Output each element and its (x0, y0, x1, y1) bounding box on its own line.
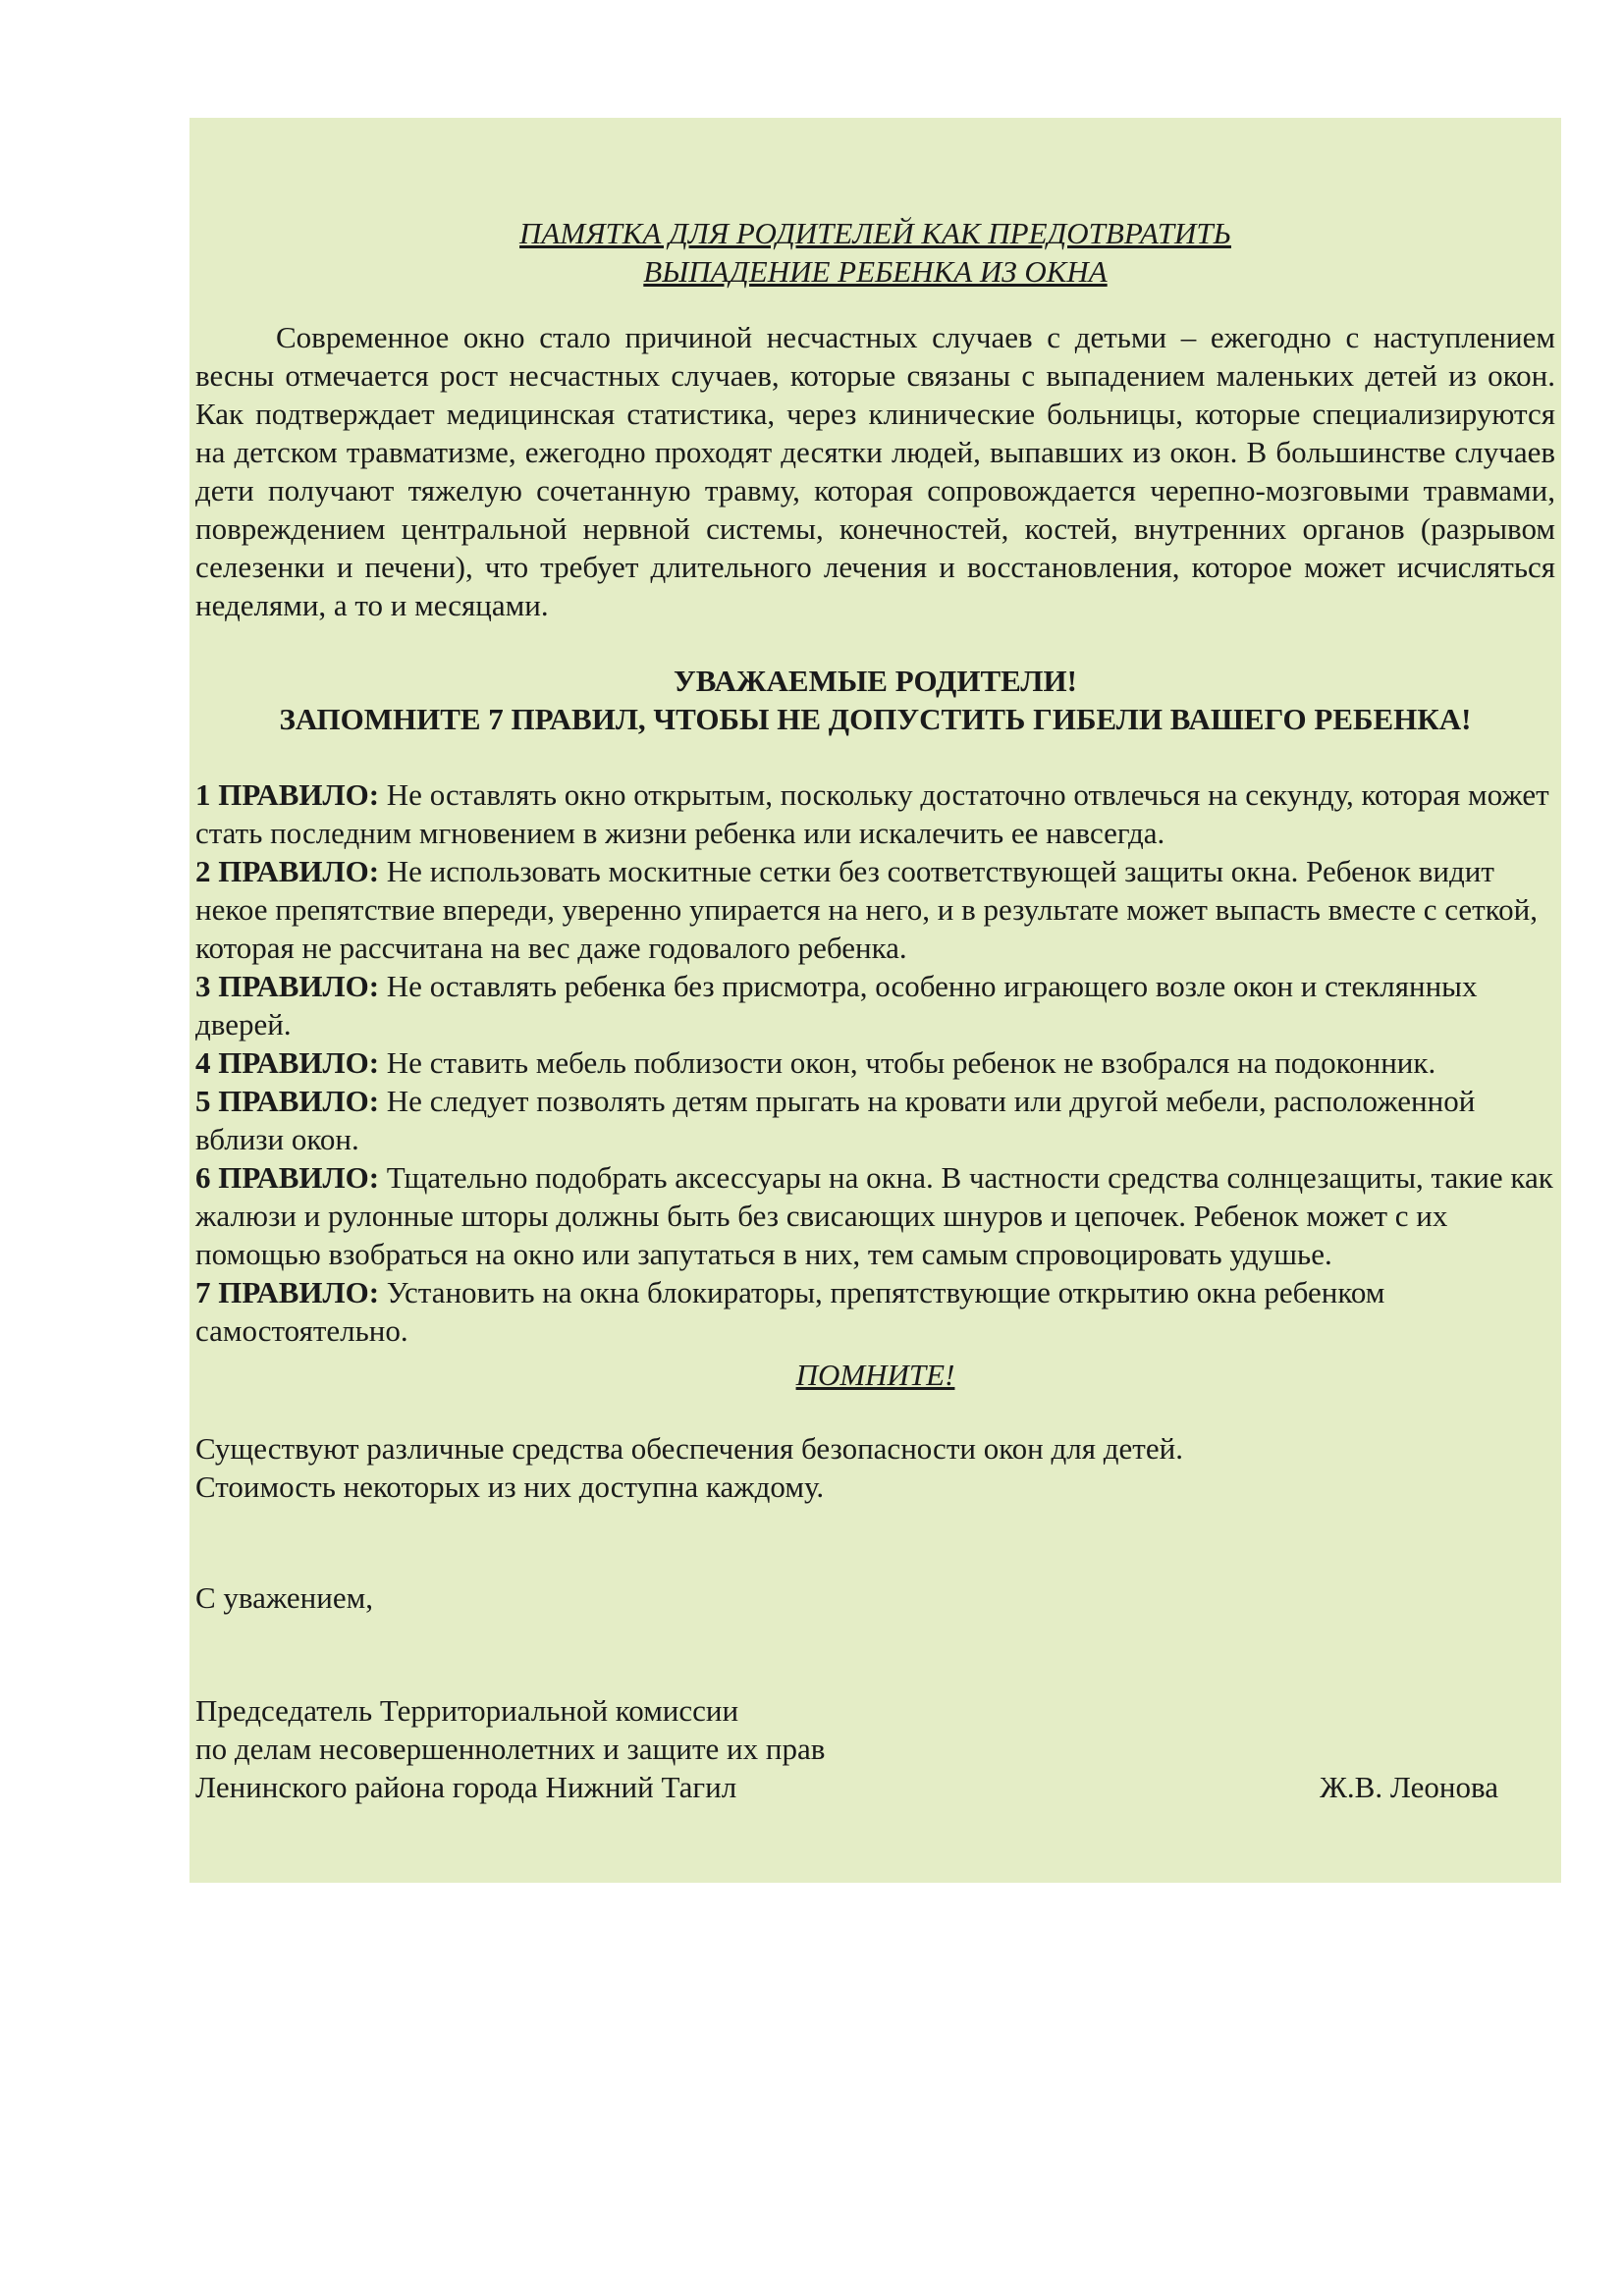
rule-text: Не следует позволять детям прыгать на кровати или другой мебели, расположенной вблизи окон. (195, 1084, 1476, 1156)
memo-title-line-1: ПАМЯТКА ДЛЯ РОДИТЕЛЕЙ КАК ПРЕДОТВРАТИТЬ (519, 216, 1231, 250)
info-line-1: Существуют различные средства обеспечения безопасности окон для детей. (195, 1431, 1183, 1466)
rules-list (195, 775, 1555, 1350)
rule-label: 3 ПРАВИЛО: (195, 969, 380, 1003)
rule-text: Не использовать москитные сетки без соответствующей защиты окна. Ребенок видит некое препятствие впереди, уверенно упирается на него, и в результате может выпасть вместе с сеткой, которая не рассчитана на вес даже годовалого ребенка. (195, 854, 1539, 965)
rule-item (195, 1158, 1555, 1273)
rule-item (195, 1043, 1555, 1082)
regards-text: С уважением, (195, 1580, 373, 1615)
appeal-line-1: УВАЖАЕМЫЕ РОДИТЕЛИ! (674, 664, 1077, 698)
appeal-heading (195, 662, 1555, 738)
rule-text: Тщательно подобрать аксессуары на окна. В частности средства солнцезащиты, такие как жалюзи и рулонные шторы должны быть без свисающих шнуров и цепочек. Ребенок может с их помощью взобраться на окно или запутаться в них, тем самым спровоцировать удушье. (195, 1160, 1553, 1271)
signature-line-3: Ленинского района города Нижний Тагил (195, 1770, 737, 1804)
signature-line-2: по делам несовершеннолетних и защите их прав (195, 1732, 826, 1766)
memo-panel (189, 118, 1561, 1883)
memo-title-line-2: ВЫПАДЕНИЕ РЕБЕНКА ИЗ ОКНА (643, 254, 1108, 289)
rule-label: 4 ПРАВИЛО: (195, 1045, 380, 1080)
rule-item (195, 1082, 1555, 1158)
rule-item (195, 775, 1555, 852)
info-line-2: Стоимость некоторых из них доступна каждому. (195, 1469, 825, 1504)
rule-item (195, 967, 1555, 1043)
rule-item (195, 852, 1555, 967)
signer-name: Ж.В. Леонова (1320, 1770, 1498, 1804)
signature-block (195, 1691, 1555, 1806)
rule-text: Не оставлять окно открытым, поскольку достаточно отвлечься на секунду, которая может стать последним мгновением в жизни ребенка или искалечить ее навсегда. (195, 777, 1549, 850)
rule-text: Не ставить мебель поблизости окон, чтобы ребенок не взобрался на подоконник. (379, 1045, 1436, 1080)
rule-label: 2 ПРАВИЛО: (195, 854, 380, 888)
remember-heading: ПОМНИТЕ! (795, 1358, 955, 1392)
signature-line-1: Председатель Территориальной комиссии (195, 1693, 739, 1728)
rule-label: 5 ПРАВИЛО: (195, 1084, 380, 1118)
rule-text: Не оставлять ребенка без присмотра, особенно играющего возле окон и стеклянных дверей. (195, 969, 1478, 1041)
rule-label: 7 ПРАВИЛО: (195, 1275, 380, 1309)
rule-label: 1 ПРАВИЛО: (195, 777, 380, 812)
appeal-line-2: ЗАПОМНИТЕ 7 ПРАВИЛ, ЧТОБЫ НЕ ДОПУСТИТЬ ГИБЕЛИ ВАШЕГО РЕБЕНКА! (279, 702, 1472, 736)
rule-item (195, 1273, 1555, 1350)
rule-label: 6 ПРАВИЛО: (195, 1160, 380, 1195)
info-text (195, 1429, 1555, 1506)
rule-text: Установить на окна блокираторы, препятствующие открытию окна ребенком самостоятельно. (195, 1275, 1385, 1348)
memo-title (195, 214, 1555, 291)
intro-paragraph: Современное окно стало причиной несчастных случаев с детьми – ежегодно с наступлением весны отмечается рост несчастных случаев, которые связаны с выпадением маленьких детей из окон. Как подтверждает медицинская статистика, через клинические больницы, которые специализируются на детском травматизме, ежегодно проходят десятки людей, выпавших из окон. В большинстве случаев дети получают тяжелую сочетанную травму, которая сопровождается черепно-мозговыми травмами, повреждением центральной нервной системы, конечностей, костей, внутренних органов (разрывом селезенки и печени), что требует длительного лечения и восстановления, которое может исчисляться неделями, а то и месяцами. (195, 320, 1555, 622)
